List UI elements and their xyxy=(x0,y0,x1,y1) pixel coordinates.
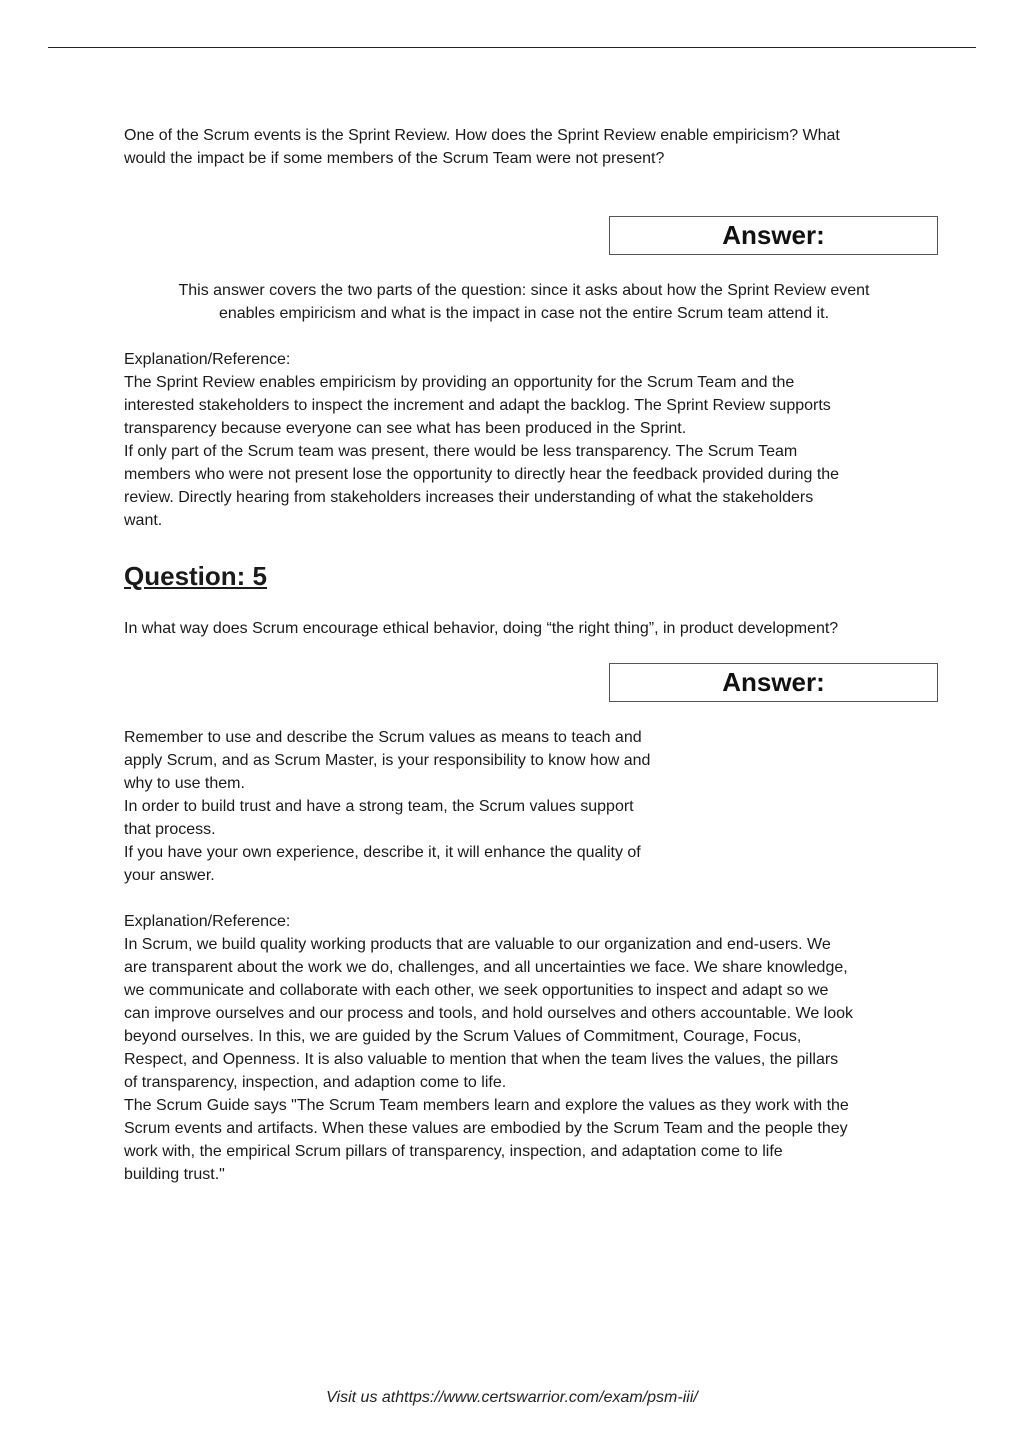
q5-explanation-label: Explanation/Reference: xyxy=(124,913,291,930)
q4-answer-intro-line: This answer covers the two parts of the question: since it asks about how the Sprint Review event xyxy=(178,282,870,299)
q4-question-line: would the impact be if some members of the Scrum Team were not present? xyxy=(124,150,665,167)
q4-explanation-line: members who were not present lose the opportunity to directly hear the feedback provided during the xyxy=(124,466,840,483)
q4-explanation-line: interested stakeholders to inspect the increment and adapt the backlog. The Sprint Review supports xyxy=(124,397,831,414)
q4-question-line: One of the Scrum events is the Sprint Review. How does the Sprint Review enable empiricism? What xyxy=(124,127,840,144)
q5-explanation-line: building trust." xyxy=(124,1166,225,1183)
q4-answer-intro-line: enables empiricism and what is the impact in case not the entire Scrum team attend it. xyxy=(218,305,830,322)
footer-link[interactable]: Visit us athttps://www.certswarrior.com/exam/psm-iii/ xyxy=(326,1389,698,1406)
q5-explanation xyxy=(124,910,924,1186)
q5-question: In what way does Scrum encourage ethical behavior, doing “the right thing”, in product development? xyxy=(124,620,839,637)
q5-answer-line: If you have your own experience, describe it, it will enhance the quality of xyxy=(124,844,641,861)
q5-explanation-line: The Scrum Guide says "The Scrum Team members learn and explore the values as they work with the xyxy=(124,1097,849,1114)
q5-explanation-line: Respect, and Openness. It is also valuable to mention that when the team lives the values, the pillars xyxy=(124,1051,839,1068)
q5-explanation-line: are transparent about the work we do, challenges, and all uncertainties we face. We share knowledge, xyxy=(124,959,848,976)
q5-explanation-line: Scrum events and artifacts. When these values are embodied by the Scrum Team and the people they xyxy=(124,1120,848,1137)
q5-title: Question: 5 xyxy=(124,561,268,591)
q4-explanation-label: Explanation/Reference: xyxy=(124,351,291,368)
q5-answer-line: your answer. xyxy=(124,867,215,884)
q4-answer-intro xyxy=(124,279,924,325)
q5-explanation-line: In Scrum, we build quality working products that are valuable to our organization and end-users. We xyxy=(124,936,831,953)
q5-answer-line: In order to build trust and have a strong team, the Scrum values support xyxy=(124,798,634,815)
q5-explanation-line: work with, the empirical Scrum pillars of transparency, inspection, and adaptation come to life xyxy=(124,1143,783,1160)
q5-explanation-line: can improve ourselves and our process and tools, and hold ourselves and others accountable. We look xyxy=(124,1005,854,1022)
q4-explanation-line: The Sprint Review enables empiricism by providing an opportunity for the Scrum Team and the xyxy=(124,374,795,391)
q5-answer-line: why to use them. xyxy=(124,775,245,792)
q5-explanation-line: of transparency, inspection, and adaption come to life. xyxy=(124,1074,507,1091)
q4-explanation xyxy=(124,348,924,532)
q5-answer-label: Answer: xyxy=(609,663,938,702)
q5-explanation-line: we communicate and collaborate with each other, we seek opportunities to inspect and adapt so we xyxy=(124,982,829,999)
q4-explanation-line: review. Directly hearing from stakeholders increases their understanding of what the stakeholders xyxy=(124,489,814,506)
q5-answer-text xyxy=(124,726,924,887)
q4-question xyxy=(124,124,924,170)
q4-explanation-line: If only part of the Scrum team was present, there would be less transparency. The Scrum Team xyxy=(124,443,798,460)
q4-explanation-line: want. xyxy=(124,512,163,529)
q4-explanation-line: transparency because everyone can see what has been produced in the Sprint. xyxy=(124,420,687,437)
q5-answer-line: Remember to use and describe the Scrum values as means to teach and xyxy=(124,729,642,746)
header-rule xyxy=(48,47,976,48)
q4-answer-label: Answer: xyxy=(609,216,938,255)
q5-answer-line: apply Scrum, and as Scrum Master, is your responsibility to know how and xyxy=(124,752,651,769)
q5-explanation-line: beyond ourselves. In this, we are guided by the Scrum Values of Commitment, Courage, Focus, xyxy=(124,1028,802,1045)
q5-answer-line: that process. xyxy=(124,821,216,838)
